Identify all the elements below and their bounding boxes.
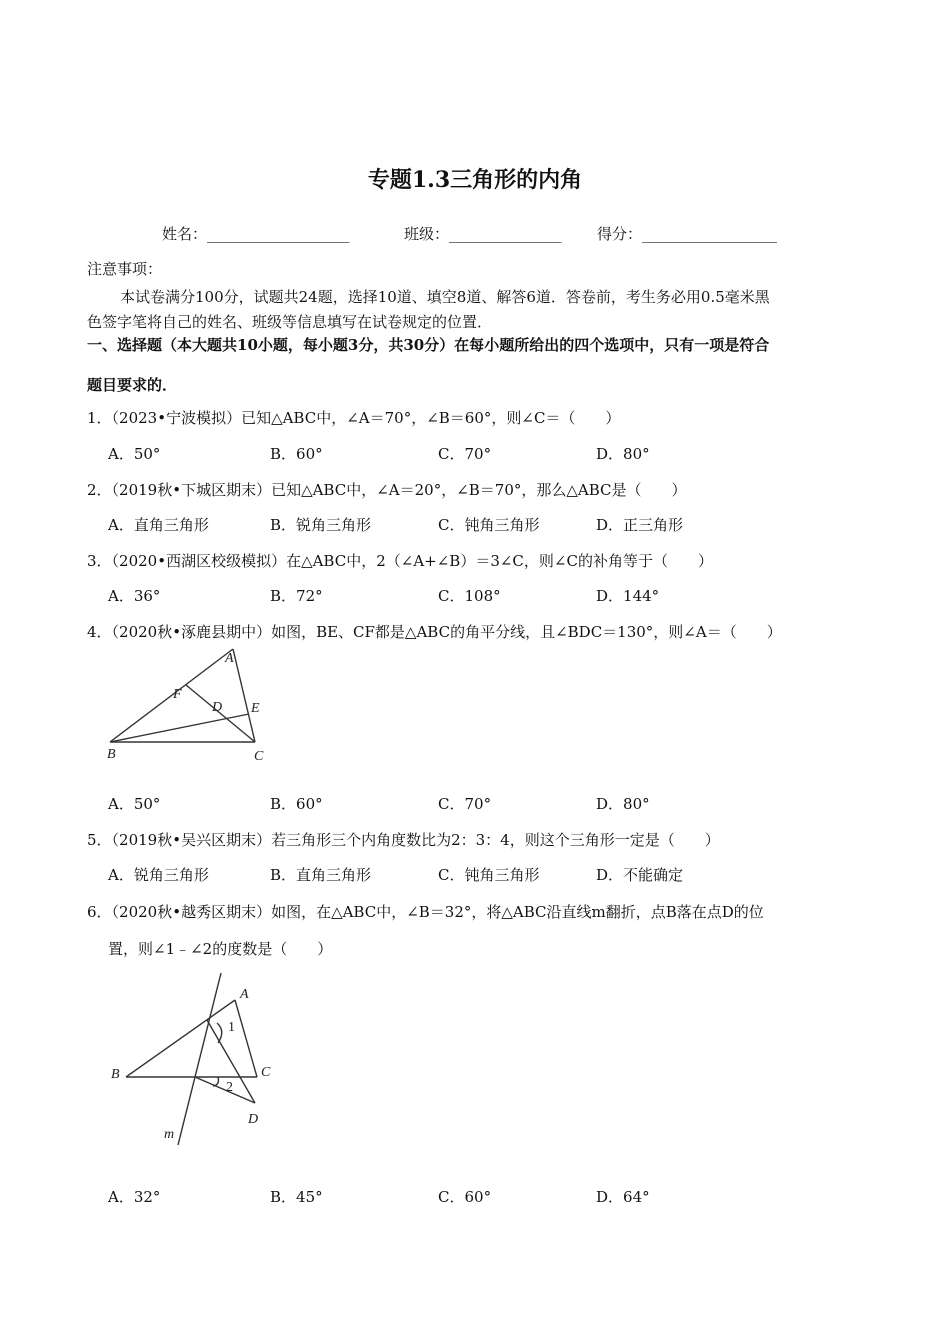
question-1-option-b[interactable]: B．60°	[270, 445, 323, 463]
angle-1-arc	[217, 1023, 222, 1043]
notice-line-2: 色签字笔将自己的姓名、班级等信息填写在试卷规定的位置．	[87, 313, 493, 331]
question-2-option-c[interactable]: C．钝角三角形	[438, 516, 540, 534]
segment-ba	[126, 1000, 235, 1077]
label-c: C	[254, 749, 264, 764]
score-field[interactable]: 得分：__________________	[597, 225, 778, 243]
question-6-option-c[interactable]: C．60°	[438, 1188, 492, 1206]
label-f: F	[173, 687, 182, 702]
label-angle-1: 1	[228, 1020, 235, 1035]
question-3-option-c[interactable]: C．108°	[438, 587, 501, 605]
label-d: D	[212, 700, 223, 715]
label-b: B	[111, 1067, 120, 1082]
question-4-option-a[interactable]: A．50°	[108, 795, 161, 813]
question-5-option-c[interactable]: C．钝角三角形	[438, 866, 540, 884]
question-2-option-b[interactable]: B．锐角三角形	[270, 516, 372, 534]
segment-ac	[233, 649, 255, 742]
question-3-stem: 3．（2020•西湖区校级模拟）在△ABC中，2（∠A+∠B）＝3∠C，则∠C的补角等于（ ）	[87, 552, 713, 570]
question-4-option-d[interactable]: D．80°	[596, 795, 650, 813]
question-3-option-b[interactable]: B．72°	[270, 587, 323, 605]
question-4-stem: 4．（2020秋•涿鹿县期中）如图，BE、CF都是△ABC的角平分线，且∠BDC＝130°，则∠A＝（ ）	[87, 623, 782, 641]
question-5-stem: 5．（2019秋•吴兴区期末）若三角形三个内角度数比为2：3：4，则这个三角形一定是（ ）	[87, 831, 720, 849]
question-2-option-a[interactable]: A．直角三角形	[108, 516, 209, 534]
label-d: D	[248, 1112, 259, 1127]
label-c: C	[261, 1065, 271, 1080]
notice-heading: 注意事项：	[87, 260, 163, 278]
label-a: A	[225, 651, 234, 666]
segment-be	[110, 714, 249, 742]
label-a: A	[240, 987, 249, 1002]
figure-folded-triangle	[100, 965, 300, 1150]
label-b: B	[107, 747, 116, 762]
question-6-stem: 6．（2020秋•越秀区期末）如图，在△ABC中，∠B＝32°，将△ABC沿直线m翻折，点B落在点D的位	[87, 903, 764, 921]
section-heading: 一、选择题（本大题共10小题，每小题3分，共30分）在每小题所给出的四个选项中，只有一项是符合	[87, 336, 770, 354]
segment-ac	[235, 1000, 257, 1077]
question-4-option-b[interactable]: B．60°	[270, 795, 323, 813]
question-2-option-d[interactable]: D．正三角形	[596, 516, 684, 534]
label-angle-2: 2	[226, 1080, 233, 1095]
question-1-option-a[interactable]: A．50°	[108, 445, 161, 463]
question-1-stem: 1．（2023•宁波模拟）已知△ABC中，∠A＝70°，∠B＝60°，则∠C＝（ ）	[87, 409, 621, 427]
question-5-option-d[interactable]: D．不能确定	[596, 866, 684, 884]
question-1-option-d[interactable]: D．80°	[596, 445, 650, 463]
name-field[interactable]: 姓名：___________________	[162, 225, 350, 243]
label-e: E	[251, 701, 260, 716]
question-6-option-a[interactable]: A．32°	[108, 1188, 161, 1206]
question-2-stem: 2．（2019秋•下城区期末）已知△ABC中，∠A＝20°，∠B＝70°，那么△ABC是（ ）	[87, 481, 687, 499]
class-field[interactable]: 班级：_______________	[404, 225, 562, 243]
notice-line-1: 本试卷满分100分，试题共24题，选择10道、填空8道、解答6道．答卷前，考生务必用0.5毫米黑	[120, 288, 770, 306]
page-title: 专题1.3三角形的内角	[367, 167, 583, 193]
fold-line-m	[178, 973, 221, 1145]
question-3-option-a[interactable]: A．36°	[108, 587, 161, 605]
segment-folded-d2	[195, 1077, 255, 1103]
question-5-option-b[interactable]: B．直角三角形	[270, 866, 372, 884]
label-m: m	[164, 1127, 175, 1142]
question-6-stem-cont: 置，则∠1﹣∠2的度数是（ ）	[108, 940, 333, 958]
question-6-option-b[interactable]: B．45°	[270, 1188, 323, 1206]
segment-ba	[110, 649, 233, 742]
question-6-option-d[interactable]: D．64°	[596, 1188, 650, 1206]
section-heading-cont: 题目要求的．	[87, 376, 178, 394]
question-1-option-c[interactable]: C．70°	[438, 445, 492, 463]
figure-triangle-angle-bisectors	[100, 645, 290, 770]
question-3-option-d[interactable]: D．144°	[596, 587, 660, 605]
question-5-option-a[interactable]: A．锐角三角形	[108, 866, 209, 884]
question-4-option-c[interactable]: C．70°	[438, 795, 492, 813]
